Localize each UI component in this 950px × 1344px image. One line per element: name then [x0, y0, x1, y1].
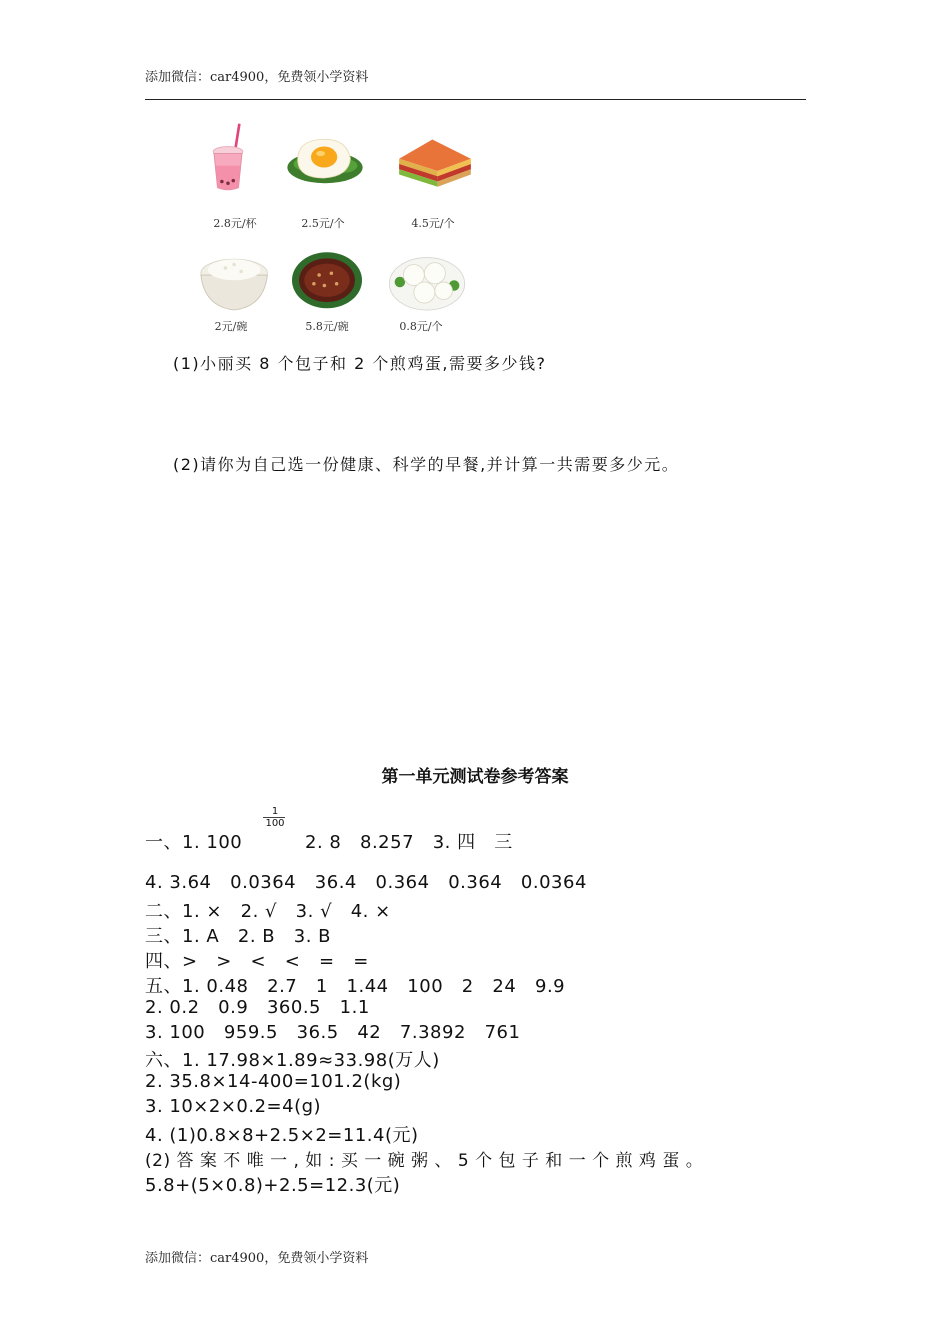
header-rule [145, 99, 806, 100]
price-label: 2.8元/杯 [213, 217, 257, 230]
food-menu [190, 122, 490, 337]
answer-line: 五、1. 0.48 2.7 1 1.44 100 2 24 9.9 [145, 976, 566, 997]
steamed-buns-icon [382, 247, 472, 317]
price-label: 4.5元/个 [411, 217, 455, 230]
price-label: 5.8元/碗 [305, 320, 349, 333]
answer-line: 二、1. × 2. √ 3. √ 4. × [145, 901, 391, 922]
porridge-icon [282, 247, 372, 317]
question-2: (2)请你为自己选一份健康、科学的早餐,并计算一共需要多少元。 [173, 455, 680, 474]
answer-line: 5.8+(5×0.8)+2.5=12.3(元) [145, 1175, 401, 1196]
sandwich-icon [390, 122, 480, 192]
answer-line: 2. 35.8×14-400=101.2(kg) [145, 1071, 402, 1092]
answer-line: (2) 答 案 不 唯 一 , 如 : 买 一 碗 粥 、 5 个 包 子 和 一 个 煎 鸡 蛋 。 [145, 1151, 704, 1171]
answer-line: 六、1. 17.98×1.89≈33.98(万人) [145, 1050, 440, 1071]
fraction [263, 806, 287, 829]
answer-line: 3. 100 959.5 36.5 42 7.3892 761 [145, 1022, 521, 1043]
fraction-denominator: 100 [265, 818, 285, 829]
price-label: 0.8元/个 [399, 320, 443, 333]
fried-egg-icon [280, 122, 370, 192]
rice-bowl-icon [190, 247, 280, 317]
milk-tea-icon [190, 122, 280, 192]
answer-line: 四、> > < < = = [145, 951, 369, 972]
answer-line: 2. 8 8.257 3. 四 三 [305, 832, 513, 853]
fraction-numerator: 1 [271, 806, 279, 817]
answer-line: 4. (1)0.8×8+2.5×2=11.4(元) [145, 1125, 419, 1146]
footer-watermark: 添加微信：car4900，免费领小学资料 [145, 1251, 369, 1266]
answer-line: 3. 10×2×0.2=4(g) [145, 1096, 322, 1117]
answer-line: 2. 0.2 0.9 360.5 1.1 [145, 997, 370, 1018]
price-label: 2.5元/个 [301, 217, 345, 230]
question-1: (1)小丽买 8 个包子和 2 个煎鸡蛋,需要多少钱? [173, 354, 547, 373]
answer-line: 一、1. 100 [145, 832, 243, 853]
price-label: 2元/碗 [214, 320, 248, 333]
header-watermark: 添加微信：car4900，免费领小学资料 [145, 70, 369, 85]
answer-line: 4. 3.64 0.0364 36.4 0.364 0.364 0.0364 [145, 872, 587, 893]
answer-line: 三、1. A 2. B 3. B [145, 926, 332, 947]
answer-title: 第一单元测试卷参考答案 [381, 767, 569, 787]
